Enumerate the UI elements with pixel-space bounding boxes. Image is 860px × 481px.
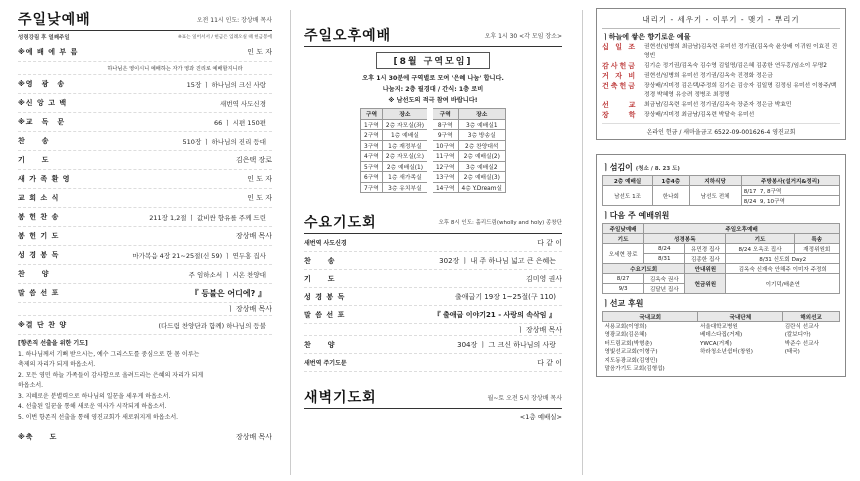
table-cell: YWCA(거제) [699,340,732,347]
offering-type: 감사헌금 [602,62,638,70]
afternoon-header [304,24,562,46]
table-cell: 영광교회(김은혜) [604,332,647,339]
table-row [361,151,506,162]
table-row [603,322,840,331]
item-leader: ㅣ 장상배 목사 [226,305,272,313]
table-cell: 1층 예배실 [382,130,430,141]
table-header: 지하식당 [689,176,741,186]
item-content: 510장 ㅣ 하나님의 진리 등대 [182,137,266,146]
offering-type: 장 학 [602,111,638,119]
table-cell: 8구역 [430,119,458,130]
table-row [361,182,506,193]
table-header: 주방봉사(설거지&정리) [741,176,839,186]
table-cell: 2구역 [361,130,383,141]
wednesday-meta: 오후 8시 인도: 홀리드림(wholly and holy) 종창단 [438,220,562,226]
table-cell: 터드림교회(박형춘) [604,340,653,347]
service-item [18,43,272,62]
table-cell: 지도동광교회(김영민) [604,357,658,364]
table-cell: 3층 유치부실 [382,182,430,193]
item-label: 새 가 족 환 영 [18,175,71,183]
wednesday-header [304,211,562,233]
offering-row [602,111,840,120]
service-item [18,246,272,265]
table-cell: 3구역 [361,140,383,151]
service-item [18,227,272,246]
table-row [361,140,506,151]
table-cell: 1구역 [361,119,383,130]
next-week-title: ㅣ다음 주 예배위원 [602,211,670,220]
table-cell: 말음가기도 교회(김형섭) [604,366,665,373]
service-item [18,62,272,75]
item-content: 새번역 사도신경 [219,99,266,108]
offering-type: 십 일 조 [602,43,638,51]
prayer-line: 1. 하나님께서 기뻐 받으시는, 예수 그리스도를 중심으로 한 몸 이루는 [18,350,200,358]
table-cell: 3층 예배실1 [458,119,505,130]
table-cell: 4구역 [361,151,383,162]
church-motto: 내리기 - 세우기 - 이루기 - 맺기 - 뿌리기 [602,12,840,29]
dawn-header [304,386,562,408]
wednesday-order [304,234,562,372]
offering-names: 김기순 정기권/김옥숙 김수영 김일명/김은혜 김종한 연두홍/임소이 무명2 [644,63,827,69]
dawn-meta: 월~토 오전 5시 장상배 목사 [487,394,562,402]
table-cell: 베데스다집(거제) [699,332,743,339]
servants-box [596,154,846,377]
table-cell: 2층 자모실(오) [382,151,430,162]
mission-title: ㅣ선교 후원 [602,299,644,308]
online-account: 온라인 헌금 / 새마을금고 6522-09-001626-4 영진교회 [602,123,840,136]
item-label: 말 씀 선 포 [18,289,60,297]
service-item [18,151,272,170]
table-header: 구역 [361,109,383,120]
table-row [603,347,840,356]
right-column [590,0,852,481]
service-item [18,75,272,94]
item-label: 찬 양 [18,270,50,278]
offering-title: ㅣ하늘에 쌓은 향기로운 예물 [602,33,691,41]
district-table [360,108,506,193]
table-cell: 14구역 [430,182,458,193]
table-row [361,161,506,172]
table-cell: 4층 Y.Dream실 [458,182,505,193]
table-header: 국내단체 [698,312,783,322]
prayer-line: 하옵소서. [18,382,44,389]
service-item [304,288,562,306]
item-leader: 인 도 자 [247,194,272,202]
table-cell [783,364,840,373]
service-item [304,336,562,354]
table-cell: 2층 예배실(2) [458,151,505,162]
benediction-row [18,427,272,446]
item-label: 성 경 봉 독 [304,292,346,301]
service-item [18,265,272,284]
item-label: 교 회 소 식 [18,194,60,202]
item-content: 『 출애굽 이야기21 - 사랑의 속삭임 』 [433,310,556,319]
item-content: (다드림 찬양단과 함께) 하나님의 등불 [158,321,266,330]
column-divider [582,10,583,475]
table-cell: 12구역 [430,161,458,172]
offering-row [602,82,840,100]
item-content: 211장 1,2절 ㅣ 값비싼 향유를 주께 드린 [149,213,266,222]
item-leader: 인 도 자 [247,175,272,183]
offering-names: 권현선(임병희 최금남)김옥련 유미선 정기권(김옥숙 윤상배 이귀원 이효진 진영빈 [644,44,838,59]
prayer-line: 2. 모든 영민 하늘 가족들이 감사함으로 올려드리는 은혜의 자리가 되게 [18,371,204,379]
sunday-morning-header [18,8,272,30]
service-item [304,324,562,336]
table-cell: 7구역 [361,182,383,193]
mission-table [602,311,840,373]
table-row [603,330,840,339]
service-item [18,94,272,113]
item-content: 66 ㅣ 시편 150편 [214,118,266,127]
table-cell: 6구역 [361,172,383,183]
table-cell: 2층 자모실(좌) [382,119,430,130]
afternoon-meta: 오후 1시 30 <각 모임 장소> [484,32,562,40]
item-label: 찬 송 [304,256,336,265]
offering-row [602,43,840,61]
item-content: 마가복음 4장 21~25절(신 59) ㅣ 연두홍 집사 [132,251,266,260]
service-item [304,252,562,270]
service-item [18,284,272,303]
table-cell: (칼보디아) [784,332,811,339]
prayer-line: 3. 지혜로운 분별력으로 하나님의 일꾼을 세우게 하옵소서. [18,392,171,400]
offering-names: 최금남/김옥련 유미선 정기권/김옥숙 장준자 정은금 박효민 [644,102,792,108]
next-week-table: 주일낮예배 주일오후예배 기도 성경봉독 기도 특송 오세현 장로 8/24 유민경 집사 8/24 오옥조 집사 재정위원회 8/31 김종한 집사 8/31 신도회 Day2 수요기도회 안내위원 김옥숙 신재숙 안해주 이미자 주정희 8/27 김옥숙 권사 헌금위원 이기덕/배춘연 9/3 김달년 집사 [602,223,840,294]
item-label: 말 씀 선 포 [304,310,346,319]
service-item [18,189,272,208]
notice: ※표는 일어서서 / 헌금은 입례오실 때 헌금봉에 [177,35,272,40]
table-row [361,172,506,183]
table-row [603,356,840,365]
item-leader: 다 같 이 [537,358,562,367]
order-of-service [18,43,272,335]
offering-type: 선 교 [602,101,638,109]
service-item [18,170,272,189]
liturgical-week: 성령강림 후 열째주일 [18,35,70,41]
servants-title: ㅣ섬김이 (청소 / 8. 23 도) [602,163,680,172]
item-label: ※신 앙 고 백 [18,99,68,107]
table-cell: 11구역 [430,151,458,162]
district-meeting-line1: 오후 1시 30분에 구역별로 모여 '은혜 나눔' 합니다. [362,75,504,82]
table-cell: 박준수 선교사 [784,340,819,347]
table-cell: 1층 재정부실 [382,140,430,151]
afternoon-title: 주일오후예배 [304,28,392,44]
offering-names: 장상배/지미정 최금남/김옥련 박달숙 유미선 [644,112,755,118]
table-header: 국내교회 [603,312,698,322]
dawn-title: 새벽기도회 [304,390,377,406]
item-content: 304장 ㅣ 그 크신 하나님의 사랑 [457,340,556,349]
item-label: ※교 독 문 [18,118,66,126]
table-cell: 2층 예배실(3) [458,172,505,183]
item-content: 출애굽기 19장 1~25절(구 110) [455,292,556,301]
service-item [18,208,272,227]
offering-row [602,62,840,71]
table-cell: 영빛선교교회(이형구) [604,349,658,356]
prayer-title: [향존직 선출을 위한 기도] [18,340,88,347]
table-cell: 5구역 [361,161,383,172]
table-cell: 2층 예배실(1) [382,161,430,172]
offering-row [602,72,840,81]
item-content: 주 임하소서 ㅣ 시온 찬양대 [188,270,266,279]
item-label: ※예 배 에 부 름 [18,48,79,56]
district-meeting-line3: ※ 남선도의 적극 참여 바랍니다! [388,97,478,104]
item-label: ※결 단 찬 양 [18,321,68,329]
afternoon-column [294,0,570,481]
item-leader: 김미영 권사 [525,274,562,283]
item-content: 하나님은 영이시니 예배하는 자가 영과 진리로 예배할지니라 [107,65,243,72]
item-label: 새번역 사도신경 [304,240,347,247]
prayer-section [18,339,272,423]
prayer-line: 4. 선출된 일꾼을 통해 새로운 역사가 시작되게 하옵소서. [18,403,167,410]
service-item [304,354,562,372]
district-meeting-title: [8월 구역모임] [376,52,489,69]
table-header: 2층 예배실 [603,176,653,186]
item-label: 기 도 [304,274,336,283]
table-header: 구역 [430,109,458,120]
service-item [304,270,562,288]
column-divider [290,10,291,475]
table-cell: 10구역 [430,140,458,151]
service-item [304,234,562,252]
service-item [18,303,272,316]
item-leader: ㅣ 장상배 목사 [516,325,562,334]
table-cell: 1층 새가족실 [382,172,430,183]
table-cell: 13구역 [430,172,458,183]
item-content: 302장 ㅣ 내 주 하나님 넓고 큰 은혜는 [439,256,556,265]
item-leader: 다 같 이 [537,238,562,247]
table-row [361,130,506,141]
prayer-line: 축제의 자리가 되게 하옵소서. [18,361,96,368]
item-label: 봉 헌 찬 송 [18,213,60,221]
table-cell: 2층 찬양대석 [458,140,505,151]
servants-table: 2층 예배실 1층4층 지하식당 주방봉사(설거지&정리) 남선도 1조 한나회 남선도 전체 8/17 7, 8구역 8/24 9, 10구역 [602,175,840,206]
table-cell: (태국) [784,349,800,356]
item-content: 『 등불은 어디에? 』 [190,288,266,298]
table-row [361,119,506,130]
service-item [18,113,272,132]
table-cell: 3층 방송실 [458,130,505,141]
prayer-line: 5. 이번 항존직 선출을 통해 영진교회가 새로워지게 하옵소서. [18,413,179,421]
page-title: 주일낮예배 [18,12,91,28]
table-header: 장소 [458,109,505,120]
service-item [304,306,562,324]
offering-names: 장상배/지미정 김은택/주정희 김기순 김승자 김일명 김정심 유미선 이창주/백정경 박혜영 유승려 정병조 최정명 [644,83,837,98]
dawn-location: <1층 예배실> [519,413,562,421]
item-content: 15장 ㅣ 하나님의 크신 사랑 [186,80,266,89]
table-cell: 3층 예배실2 [458,161,505,172]
service-meta: 오전 11시 인도: 장상배 목사 [196,16,272,24]
item-label: 기 도 [18,156,50,164]
table-row [603,364,840,373]
offering-type: 거 자 비 [602,72,638,80]
table-cell: 9구역 [430,130,458,141]
table-header: 해외선교 [783,312,840,322]
benediction-leader: 장상배 목사 [235,432,272,441]
item-leader: 김은택 장로 [235,156,272,164]
table-cell: 서용교회(이영희) [604,324,647,330]
table-cell: 하라청소년쉼터(창원) [699,349,753,356]
item-label: 성 경 봉 독 [18,251,60,259]
table-cell [698,364,783,373]
sunday-morning-column [0,0,282,481]
item-label: 봉 헌 기 도 [18,232,60,240]
wednesday-title: 수요기도회 [304,215,377,231]
item-label: 찬 양 [304,340,336,349]
item-leader: 인 도 자 [247,48,272,56]
table-cell: 서울대학교병원 [699,324,738,330]
service-item [18,132,272,151]
item-label: 찬 송 [18,137,50,145]
item-leader: 장상배 목사 [235,232,272,240]
table-row [603,339,840,348]
benediction-label: ※축 도 [18,432,58,441]
table-header: 장소 [382,109,430,120]
district-meeting-box [304,52,562,104]
table-cell [783,356,840,365]
offering-names: 권현선/임병희 유미선 정기권/김옥숙 진경화 정은금 [644,73,773,79]
service-item [18,316,272,335]
table-cell: 김란식 선교사 [784,324,819,330]
item-label: ※영 광 송 [18,80,66,88]
item-label: 새번역 주기도문 [304,360,347,367]
table-cell [698,356,783,365]
offering-type: 건축헌금 [602,82,638,90]
table-header: 1층4층 [653,176,689,186]
district-meeting-line2: 나눔지: 2층 필경대 / 간식: 1층 로비 [382,86,484,93]
offering-box [596,8,846,140]
offering-row [602,101,840,110]
